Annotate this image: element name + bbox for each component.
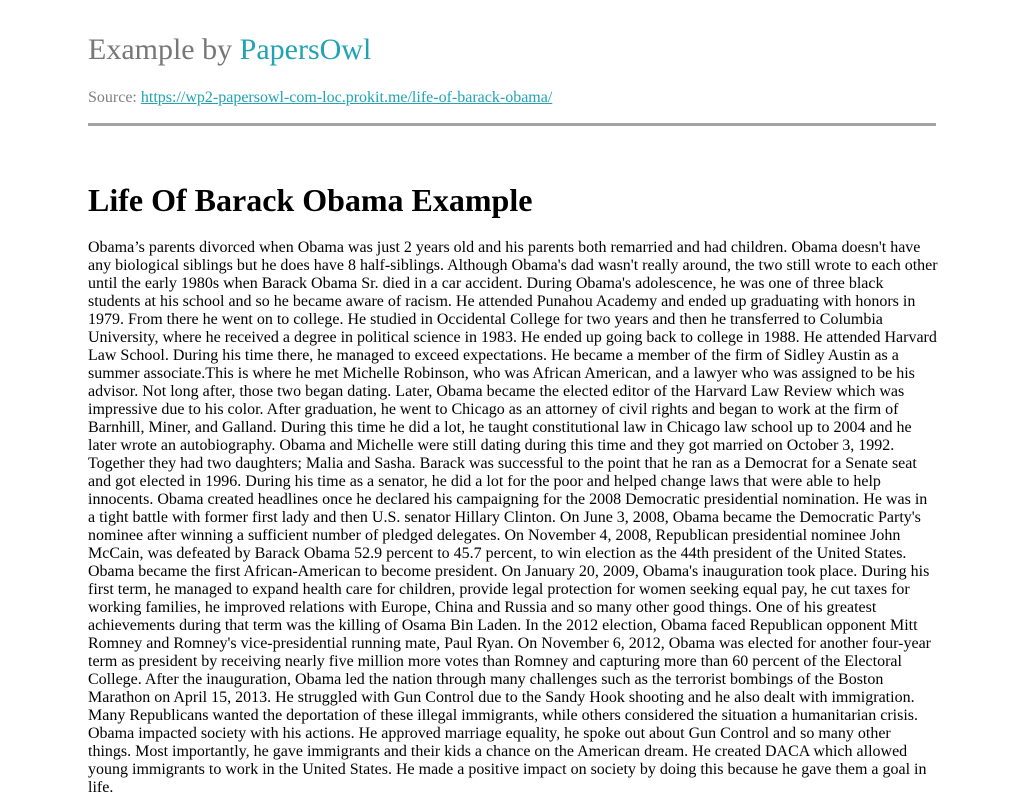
source-label: Source: bbox=[88, 89, 141, 106]
essay-line: life. bbox=[88, 779, 114, 796]
essay-line: Obama’s parents divorced when Obama was just 2 years old and his parents both remarried and had children. Obama doesn't have bbox=[88, 239, 921, 256]
essay-line: Law School. During his time there, he managed to exceed expectations. He became a member of the firm of Sidley Austin as a bbox=[88, 347, 899, 364]
essay-line: things. Most importantly, he gave immigrants and their kids a chance on the American dream. He created DACA which allowed bbox=[88, 743, 908, 760]
essay-line: a tight battle with former first lady and then U.S. senator Hillary Clinton. On June 3, 2008, Obama became the Democratic Party's bbox=[88, 509, 921, 526]
essay-line: term as president by receiving nearly five million more votes than Romney and capturing more than 60 percent of the Electoral bbox=[88, 653, 902, 670]
header-brand bbox=[88, 32, 371, 68]
essay-line: working families, he improved relations with Europe, China and Russia and so many other good things. One of his greatest bbox=[88, 599, 877, 616]
essay-line: Romney and Romney's vice-presidential running mate, Paul Ryan. On November 6, 2012, Obama was elected for another four-year bbox=[88, 635, 932, 652]
essay-line: first term, he managed to expand health care for children, provide legal protection for women seeking equal pay, he cut taxes for bbox=[88, 581, 910, 598]
essay-line: Many Republicans wanted the deportation of these illegal immigrants, while others considered the situation a humanitarian crisis. bbox=[88, 707, 919, 724]
page-title: Life Of Barack Obama Example bbox=[88, 182, 533, 218]
source-line bbox=[88, 88, 552, 108]
essay-line: College. After the inauguration, Obama led the nation through many challenges such as the terrorist bombings of the Boston bbox=[88, 671, 884, 688]
essay-line: innocents. Obama created headlines once he declared his campaigning for the 2008 Democratic presidential nomination. He was in bbox=[88, 491, 928, 508]
header-divider bbox=[88, 123, 936, 126]
essay-line: impressive due to his color. After graduation, he went to Chicago as an attorney of civil rights and began to work at the firm of bbox=[88, 401, 899, 418]
essay-line: advisor. Not long after, those two began dating. Later, Obama became the elected editor of the Harvard Law Review which was bbox=[88, 383, 905, 400]
essay-line: summer associate.This is where he met Michelle Robinson, who was African American, and a lawyer who was assigned to be his bbox=[88, 365, 915, 382]
essay-line: achievements during that term was the killing of Osama Bin Laden. In the 2012 election, Obama faced Republican opponent Mitt bbox=[88, 617, 918, 634]
brand-name[interactable]: PapersOwl bbox=[239, 33, 372, 66]
essay-line: Barnhill, Miner, and Galland. During this time he did a lot, he taught constitutional law in Chicago law school up to 2004 and he bbox=[88, 419, 912, 436]
essay-line: and got elected in 1996. During his time as a senator, he did a lot for the poor and helped change laws that were able to help bbox=[88, 473, 881, 490]
essay-line: Together they had two daughters; Malia and Sasha. Barack was successful to the point that he ran as a Democrat for a Senate seat bbox=[88, 455, 917, 472]
source-link[interactable]: https://wp2-papersowl-com-loc.prokit.me/life-of-barack-obama/ bbox=[140, 89, 553, 106]
essay-line: young immigrants to work in the United States. He made a positive impact on society by doing this because he gave them a goal in bbox=[88, 761, 927, 778]
brand-prefix: Example by bbox=[88, 33, 240, 66]
essay-line: 1979. From there he went on to college. He studied in Occidental College for two years and then he transferred to Columbia bbox=[88, 311, 883, 328]
essay-line: students at his school and so he became aware of racism. He attended Punahou Academy and ended up graduating with honors in bbox=[88, 293, 916, 310]
essay-line: McCain, was defeated by Barack Obama 52.9 percent to 45.7 percent, to win election as the 44th president of the United States. bbox=[88, 545, 907, 562]
essay-line: Obama impacted society with his actions. He approved marriage equality, he spoke out about Gun Control and so many other bbox=[88, 725, 891, 742]
essay-line: until the early 1980s when Barack Obama Sr. died in a car accident. During Obama's adolescence, he was one of three black bbox=[88, 275, 884, 292]
essay-body bbox=[88, 239, 948, 797]
essay-line: nominee after winning a sufficient number of pledged delegates. On November 4, 2008, Republican presidential nominee John bbox=[88, 527, 901, 544]
essay-line: later wrote an autobiography. Obama and Michelle were still dating during this time and they got married on October 3, 1992. bbox=[88, 437, 895, 454]
essay-line: any biological siblings but he does have 8 half-siblings. Although Obama's dad wasn't really around, the two still wrote to each other bbox=[88, 257, 938, 274]
essay-line: Marathon on April 15, 2013. He struggled with Gun Control due to the Sandy Hook shooting and he also dealt with immigration. bbox=[88, 689, 915, 706]
essay-line: Obama became the first African-American to become president. On January 20, 2009, Obama's inauguration took place. During his bbox=[88, 563, 930, 580]
essay-line: University, where he received a degree in political science in 1983. He ended up going back to college in 1988. He attended Harvard bbox=[88, 329, 937, 346]
